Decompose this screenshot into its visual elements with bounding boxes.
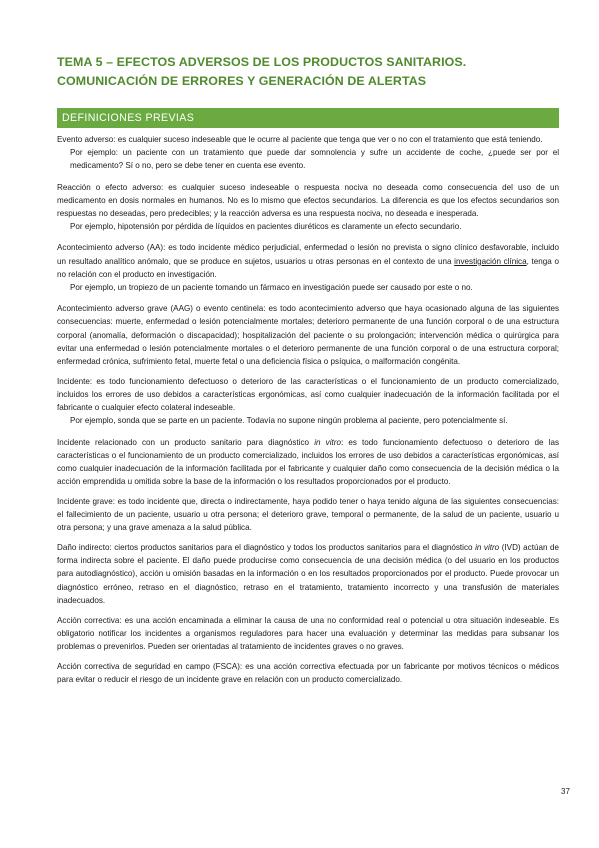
definition-reaccion-adversa: Reacción o efecto adverso: es cualquier suceso indeseable o respuesta nociva no deseada como consecuencia del uso de un medicamento en dosis normales en humanos. No es lo mismo que efectos secundarios. La diferencia es que los efectos secundarios son respuestas no deseadas, pero predecibles; y la reacción adversa es una respuesta nociva, no deseada e inesperada.: [57, 182, 559, 219]
page-title: TEMA 5 – EFECTOS ADVERSOS DE LOS PRODUCTOS SANITARIOS. COMUNICACIÓN DE ERRORES Y GENERACIÓN DE ALERTAS: [57, 55, 467, 88]
definition-incidente-ivd: [57, 436, 559, 489]
example-reaccion-adversa: Por ejemplo, hipotensión por pérdida de líquidos en pacientes diuréticos es claramente un efecto secundario.: [70, 222, 462, 232]
example-incidente: Por ejemplo, sonda que se parte en un paciente. Todavía no supone ningún problema al paciente, pero potencialmente sí.: [70, 416, 508, 426]
example-evento-adverso: Por ejemplo: un paciente con un tratamiento que puede dar somnolencia y sufre un accidente de coche, ¿puede ser por el medicamento? Sí o no, pero se debe tener en cuenta ese evento.: [70, 148, 559, 171]
dano-text-end: (IVD) actúan de forma indirecta sobre el paciente. El daño puede producirse como consecuencia de una decisión médica (o del usuario en los productos para autodiagnóstico), acción u omisión basadas en la información o en los resultados proporcionados por el producto. Puede provocar un diagnóstico erróneo, retraso en el diagnóstico, retraso en el tratamiento, tratamiento incorrecto y una transfusión de materiales inadecuados.: [57, 542, 559, 605]
definition-incidente-grave: Incidente grave: es todo incidente que, directa o indirectamente, haya podido tener o haya tenido alguna de las siguientes consecuencias: el fallecimiento de un paciente, usuario u otra persona; el deterioro grave, temporal o permanente, de la salud de un paciente, usuario u otra persona; y una grave amenaza a la salud pública.: [57, 496, 559, 533]
page-number: 37: [561, 787, 570, 796]
ivd-italic: in vitro: [314, 437, 341, 447]
definition-acontecimiento-adverso-grave: Acontecimiento adverso grave (AAG) o evento centinela: es todo acontecimiento adverso que haya ocasionado alguna de las siguientes consecuencias: muerte, enfermedad o lesión potencialmente mortales; deterioro permanente de una función corporal o de una estructura corporal (anomalía, deformación o discapacidad); hospitalización del paciente o su prolongación; intervención médica o quirúrgica para evitar una enfermedad o lesión potencialmente mortales o el deterioro permanente de una función corporal o de una estructura corporal; enfermedad crónica, sufrimiento fetal, muerte fetal o una deficiencia física o psíquica, o malformación congénita.: [57, 304, 559, 367]
definition-accion-correctiva: Acción correctiva: es una acción encaminada a eliminar la causa de una no conformidad real o potencial u otra situación indeseable. Es obligatorio notificar los incidentes a organismos reguladores para hacer una evaluación y determinar las medidas para subsanar los problemas o prevenirlos. Pueden ser orientadas al tratamiento de incidentes graves o no graves.: [57, 615, 559, 651]
definition-incidente: Incidente: es todo funcionamiento defectuoso o deterioro de las características o el funcionamiento de un producto comercializado, incluidos los errores de uso debidos a características ergonómicas, así como cualquier inadecuación de la información facilitada por el fabricante o cualquier efecto colateral indeseable.: [57, 376, 559, 413]
ivd-text-start: Incidente relacionado con un producto sanitario para diagnóstico: [57, 437, 315, 447]
example-acontecimiento-adverso: Por ejemplo, un tropiezo de un paciente tomando un fármaco en investigación puede ser causado por este o no.: [70, 283, 473, 293]
investigacion-clinica-link[interactable]: investigación clínica: [454, 256, 527, 266]
ivd-text-end: : es todo funcionamiento defectuoso o deterioro de las características o el funcionamiento de un producto comercializado, incluidos los errores de uso debidos a características ergonómicas, así como cualquier inadecuación de la información facilitada por el fabricante y cualquier daño como consecuencia de la decisión médica o la acción emprendida u omitida sobre la base de la información o los resultados proporcionados por el producto.: [57, 437, 560, 487]
dano-text-start: Daño indirecto: ciertos productos sanitarios para el diagnóstico y todos los productos sanitarios para el diagnóstico: [57, 542, 476, 552]
aa-text-end: , tenga o no relación con el producto en investigación.: [57, 256, 559, 279]
definition-acontecimiento-adverso: [57, 241, 559, 281]
definition-evento-adverso: Evento adverso: es cualquier suceso indeseable que le ocurre al paciente que tenga que ver o no con el tratamiento que está teniendo.: [57, 135, 543, 144]
definition-dano-indirecto: [57, 541, 559, 607]
definition-fsca: Acción correctiva de seguridad en campo (FSCA): es una acción correctiva efectuada por un fabricante por motivos técnicos o médicos para evitar o reducir el riesgo de un incidente grave en relación con un producto comercializado.: [57, 661, 559, 684]
dano-italic: in vitro: [475, 542, 500, 552]
definitions-body: [57, 133, 559, 693]
aa-text-start: Acontecimiento adverso (AA): es todo incidente médico perjudicial, enfermedad o lesión no prevista o signo clínico desfavorable, incluido un resultado analítico anómalo, que se produce en sujetos, usuarios u otras personas en el contexto de una: [57, 243, 559, 266]
section-header: DEFINICIONES PREVIAS: [57, 108, 559, 128]
